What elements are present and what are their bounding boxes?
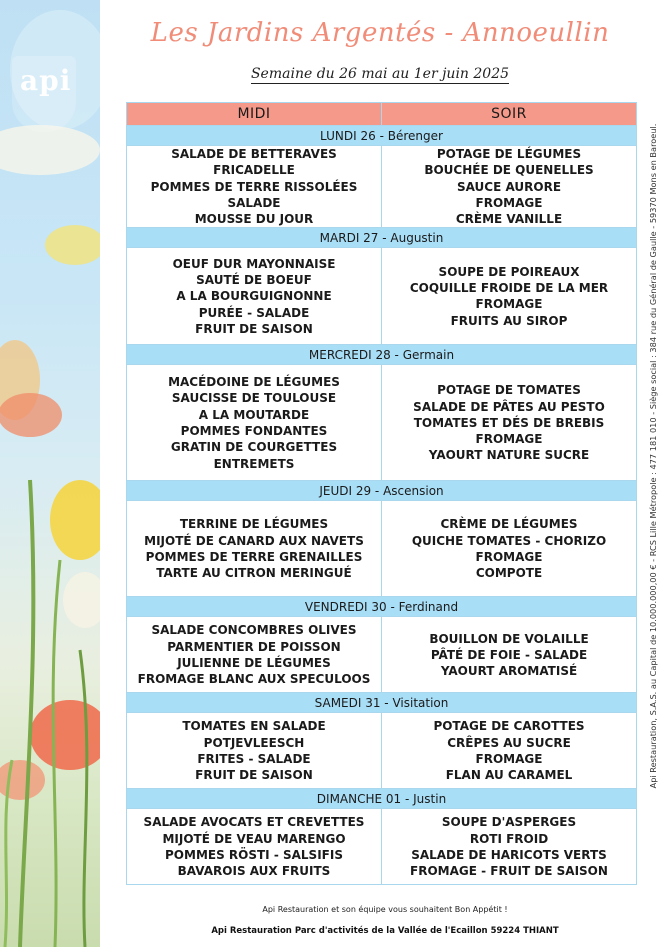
- menu-item: MIJOTÉ DE CANARD AUX NAVETS: [144, 533, 364, 548]
- midi-menu-cell: [127, 146, 382, 228]
- soir-menu-cell: [382, 248, 637, 345]
- menu-item: POMMES FONDANTES: [180, 423, 328, 438]
- meal-row: [127, 365, 637, 481]
- midi-menu-cell: [127, 713, 382, 789]
- menu-item: FRITES - SALADE: [197, 751, 311, 766]
- day-header-row: [127, 789, 637, 809]
- menu-item: BAVAROIS AUX FRUITS: [177, 864, 331, 879]
- menu-item: POTJEVLEESCH: [203, 735, 305, 750]
- page-title: Les Jardins Argentés - Annoeullin: [150, 18, 610, 48]
- day-header-row: [127, 345, 637, 365]
- meal-row: [127, 248, 637, 345]
- menu-item: SALADE DE PÂTES AU PESTO: [413, 399, 605, 414]
- legal-notice: Api Restauration, S.A.S. au Capital de 10.000.000,00 € - RCS Lille Métropole : 477 181 010 - Siège social : 384 rue du Général de Gaulle - 59370 Mons en Baroeul.: [648, 123, 658, 789]
- menu-item: FROMAGE: [475, 751, 543, 766]
- menu-item: FRUITS AU SIROP: [450, 313, 568, 328]
- day-header-row: [127, 481, 637, 501]
- menu-item: POTAGE DE TOMATES: [437, 383, 581, 398]
- menu-item: POTAGE DE CAROTTES: [433, 719, 585, 734]
- day-label: MERCREDI 28 - Germain: [127, 345, 637, 365]
- flower-illustration: [0, 0, 100, 947]
- soir-menu-cell: [382, 617, 637, 693]
- menu-item: SALADE DE HARICOTS VERTS: [411, 847, 607, 862]
- menu-item: BOUCHÉE DE QUENELLES: [424, 163, 594, 178]
- footer-greeting: Api Restauration et son équipe vous souhaitent Bon Appétit !: [262, 905, 508, 914]
- day-header-row: [127, 228, 637, 248]
- menu-item: ROTI FROID: [469, 831, 549, 846]
- soir-menu-cell: [382, 713, 637, 789]
- day-label: VENDREDI 30 - Ferdinand: [127, 597, 637, 617]
- day-label: MARDI 27 - Augustin: [127, 228, 637, 248]
- menu-item: FROMAGE - FRUIT DE SAISON: [410, 864, 608, 879]
- meal-row: [127, 146, 637, 228]
- midi-menu-cell: [127, 617, 382, 693]
- menu-item: SALADE DE BETTERAVES: [171, 147, 337, 161]
- meal-row: [127, 501, 637, 597]
- flower-photo-strip: [0, 0, 100, 947]
- menu-item: MIJOTÉ DE VEAU MARENGO: [162, 831, 346, 846]
- menu-item: FLAN AU CARAMEL: [445, 768, 573, 783]
- menu-item: SAUCISSE DE TOULOUSE: [171, 391, 337, 406]
- menu-item: COQUILLE FROIDE DE LA MER: [409, 281, 609, 296]
- soir-menu-cell: [382, 501, 637, 597]
- menu-item: ENTREMETS: [213, 456, 295, 471]
- menu-item: YAOURT NATURE SUCRE: [428, 448, 590, 463]
- menu-item: MACÉDOINE DE LÉGUMES: [168, 375, 340, 390]
- menu-item: PURÉE - SALADE: [198, 305, 310, 320]
- menu-item: GRATIN DE COURGETTES: [170, 440, 338, 455]
- menu-item: OEUF DUR MAYONNAISE: [172, 256, 336, 271]
- menu-item: CRÈME VANILLE: [455, 212, 563, 227]
- menu-item: A LA MOUTARDE: [198, 407, 310, 422]
- day-header-row: [127, 693, 637, 713]
- menu-item: SALADE: [227, 195, 281, 210]
- menu-item: COMPOTE: [475, 566, 543, 581]
- menu-item: TOMATES EN SALADE: [182, 719, 326, 734]
- day-label: DIMANCHE 01 - Justin: [127, 789, 637, 809]
- api-logo: api: [20, 64, 72, 97]
- meal-row: [127, 617, 637, 693]
- menu-item: POTAGE DE LÉGUMES: [436, 147, 582, 161]
- menu-item: CRÊPES AU SUCRE: [447, 735, 571, 750]
- menu-item: FRUIT DE SAISON: [195, 321, 313, 336]
- menu-item: SALADE CONCOMBRES OLIVES: [151, 623, 357, 638]
- menu-item: JULIENNE DE LÉGUMES: [177, 655, 331, 670]
- soir-menu-cell: [382, 365, 637, 481]
- midi-menu-cell: [127, 501, 382, 597]
- menu-item: BOUILLON DE VOLAILLE: [429, 631, 589, 646]
- day-header-row: [127, 597, 637, 617]
- menu-item: POMMES DE TERRE RISSOLÉES: [150, 179, 358, 194]
- menu-item: FROMAGE: [475, 195, 543, 210]
- day-label: JEUDI 29 - Ascension: [127, 481, 637, 501]
- soir-menu-cell: [382, 146, 637, 228]
- menu-item: FROMAGE BLANC AUX SPECULOOS: [137, 672, 371, 687]
- menu-item: POMMES DE TERRE GRENAILLES: [145, 549, 363, 564]
- menu-item: FROMAGE: [475, 432, 543, 447]
- menu-item: FRUIT DE SAISON: [195, 768, 313, 783]
- footer-address: Api Restauration Parc d'activités de la Vallée de l'Ecaillon 59224 THIANT: [211, 926, 559, 936]
- week-range: Semaine du 26 mai au 1er juin 2025: [250, 66, 510, 82]
- menu-item: POMMES RÖSTI - SALSIFIS: [165, 847, 343, 862]
- menu-item: SOUPE DE POIREAUX: [438, 264, 580, 279]
- menu-item: SAUTÉ DE BOEUF: [196, 273, 312, 288]
- menu-item: SOUPE D'ASPERGES: [441, 815, 577, 830]
- soir-menu-cell: [382, 809, 637, 885]
- midi-menu-cell: [127, 809, 382, 885]
- day-label: LUNDI 26 - Bérenger: [127, 126, 637, 146]
- menu-item: FROMAGE: [475, 549, 543, 564]
- menu-item: SALADE AVOCATS ET CREVETTES: [143, 815, 365, 830]
- menu-item: PARMENTIER DE POISSON: [167, 639, 341, 654]
- menu-item: TERRINE DE LÉGUMES: [179, 517, 329, 532]
- meal-row: [127, 809, 637, 885]
- menu-item: CRÈME DE LÉGUMES: [440, 517, 578, 532]
- midi-menu-cell: [127, 365, 382, 481]
- menu-item: A LA BOURGUIGNONNE: [176, 289, 332, 304]
- menu-item: TOMATES ET DÉS DE BREBIS: [413, 415, 605, 430]
- column-header-midi: MIDI: [127, 103, 382, 126]
- meal-row: [127, 713, 637, 789]
- menu-item: MOUSSE DU JOUR: [194, 212, 314, 227]
- column-header-soir: SOIR: [382, 103, 637, 126]
- menu-item: YAOURT AROMATISÉ: [440, 664, 578, 679]
- menu-item: FRICADELLE: [213, 163, 295, 178]
- menu-item: PÂTÉ DE FOIE - SALADE: [430, 647, 588, 662]
- column-header-row: [127, 103, 637, 126]
- menu-item: TARTE AU CITRON MERINGUÉ: [156, 566, 352, 581]
- menu-item: FROMAGE: [475, 297, 543, 312]
- weekly-menu-table: [126, 102, 637, 885]
- midi-menu-cell: [127, 248, 382, 345]
- menu-item: QUICHE TOMATES - CHORIZO: [411, 533, 607, 548]
- menu-item: SAUCE AURORE: [456, 179, 562, 194]
- day-label: SAMEDI 31 - Visitation: [127, 693, 637, 713]
- day-header-row: [127, 126, 637, 146]
